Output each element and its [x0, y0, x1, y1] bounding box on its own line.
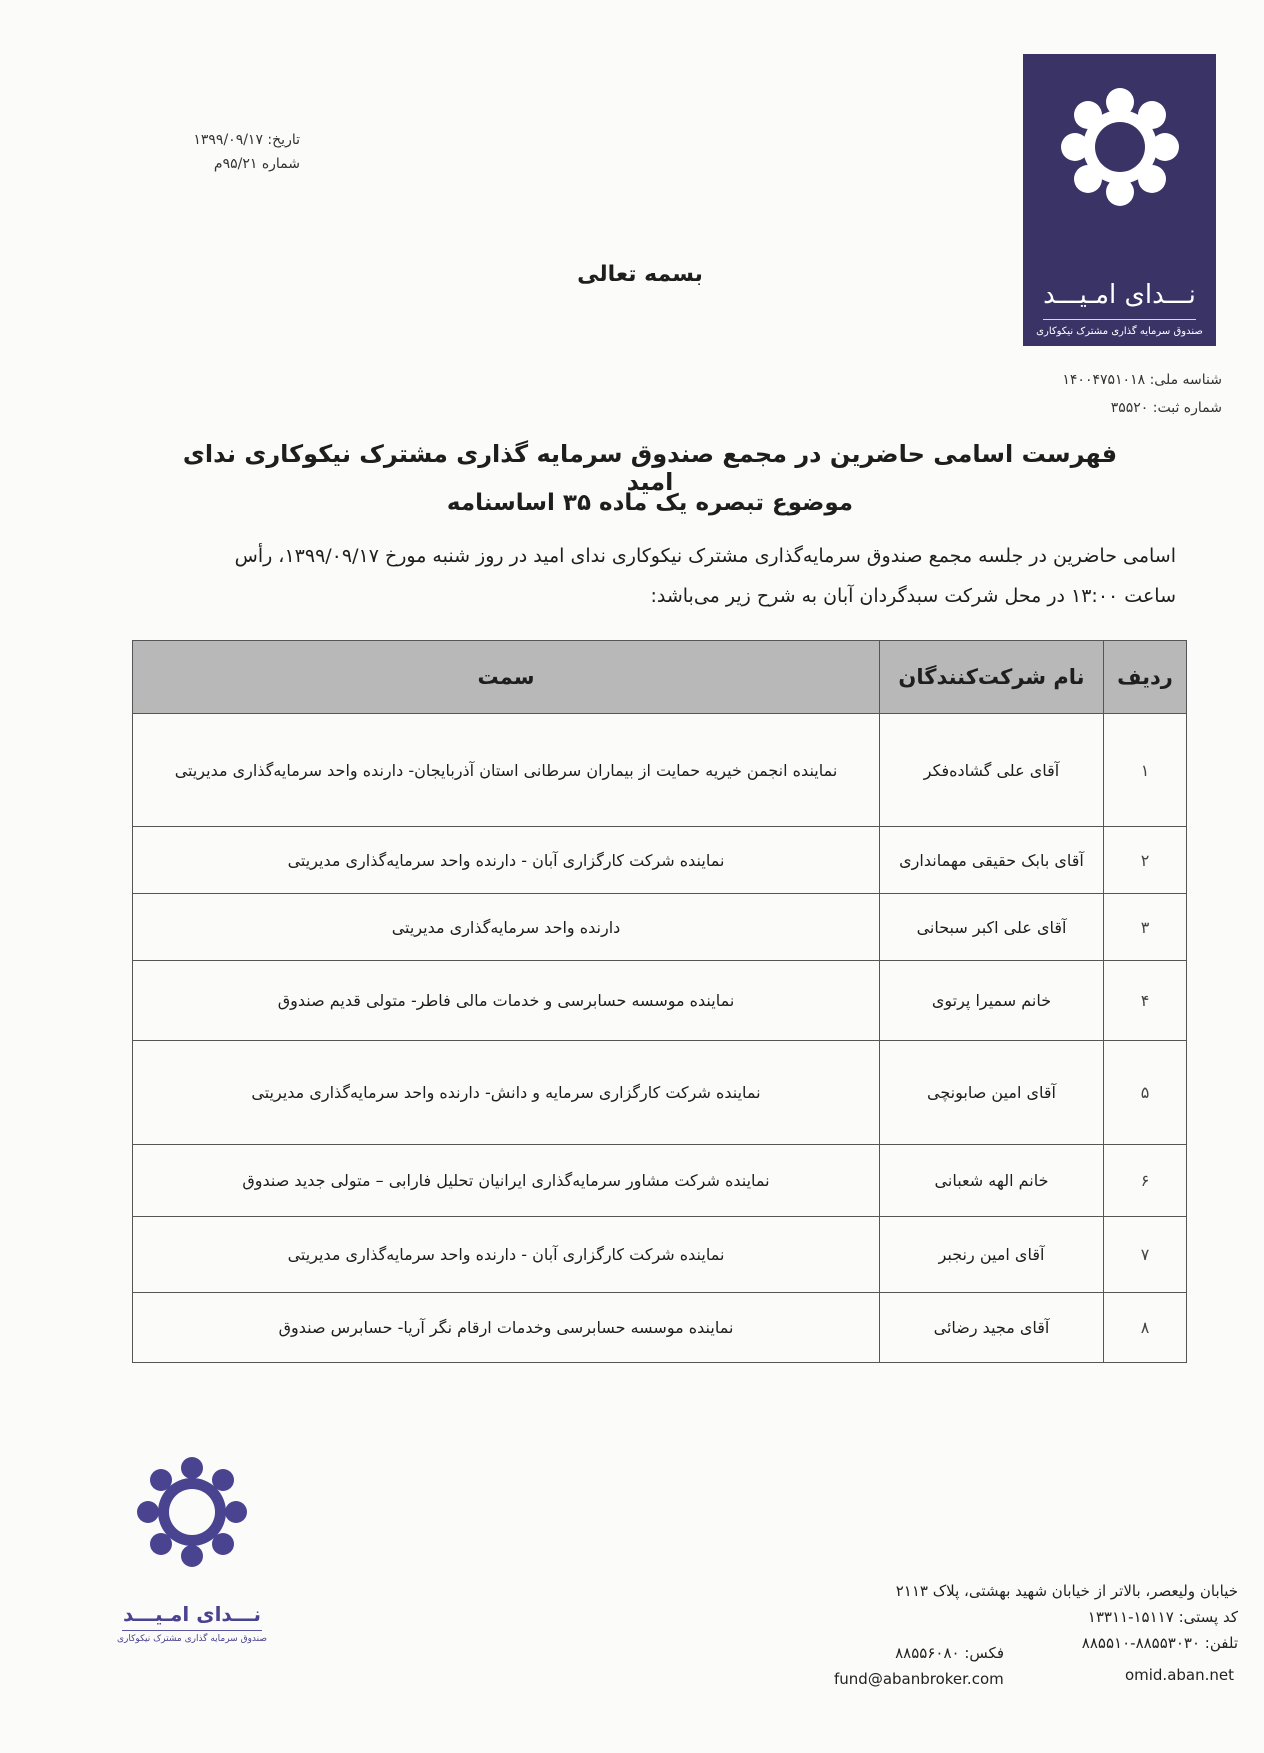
row-number: ۳	[1104, 894, 1187, 961]
registration-info	[960, 366, 1222, 422]
phone-value: ۸۸۵۵۳۰۳۰-۸۸۵۵۱۰	[1081, 1634, 1201, 1652]
attendee-name: آقای بابک حقیقی مهمانداری	[880, 827, 1104, 894]
letter-number-value: ۹۵/۲۱م	[213, 156, 258, 172]
logo-footer	[112, 1450, 272, 1660]
date-value: ۱۳۹۹/۰۹/۱۷	[193, 132, 263, 148]
header-name: نام شرکت‌کنندگان	[880, 641, 1104, 714]
logo-subtitle: صندوق سرمایه گذاری مشترک نیکوکاری	[1036, 326, 1203, 337]
postal-value: ۱۵۱۱۷-۱۳۳۱۱	[1087, 1608, 1174, 1626]
table-row	[133, 894, 1187, 961]
table-row	[133, 961, 1187, 1041]
phone-label: تلفن:	[1204, 1634, 1238, 1652]
footer-website[interactable]: omid.aban.net	[1124, 1666, 1234, 1684]
row-number: ۷	[1104, 1217, 1187, 1293]
charity-circle-logo-icon	[1045, 76, 1195, 271]
attendee-role: دارنده واحد سرمایه‌گذاری مدیریتی	[133, 894, 880, 961]
header-role: سمت	[133, 641, 880, 714]
registration-number-label: شماره ثبت:	[1152, 400, 1222, 416]
table-header-row	[133, 641, 1187, 714]
table-row	[133, 1293, 1187, 1363]
row-number: ۸	[1104, 1293, 1187, 1363]
attendee-name: خانم الهه شعبانی	[880, 1145, 1104, 1217]
logo-divider	[1043, 319, 1196, 320]
table-row	[133, 1041, 1187, 1145]
document-title: فهرست اسامی حاضرین در مجمع صندوق سرمایه گذاری مشترک نیکوکاری ندای امید	[182, 440, 1118, 496]
attendee-role: نماینده انجمن خیریه حمایت از بیماران سرطانی استان آذربایجان- دارنده واحد سرمایه‌گذاری مدیریتی	[133, 714, 880, 827]
letter-number-line	[150, 152, 300, 176]
national-id-value: ۱۴۰۰۴۷۵۱۰۱۸	[1062, 372, 1146, 388]
footer-postal-line	[820, 1604, 1238, 1630]
table-row	[133, 827, 1187, 894]
attendee-name: آقای علی اکبر سبحانی	[880, 894, 1104, 961]
header-row-number: ردیف	[1104, 641, 1187, 714]
footer-logo-divider	[122, 1630, 262, 1631]
footer-fax-line	[834, 1644, 1004, 1662]
logo-name: نـــدای امـیـــد	[1043, 280, 1196, 310]
attendee-role: نماینده شرکت مشاور سرمایه‌گذاری ایرانیان تحلیل فارابی – متولی جدید صندوق	[133, 1145, 880, 1217]
intro-line-2: ساعت ۱۳:۰۰ در محل شرکت سبدگردان آبان به شرح زیر می‌باشد:	[650, 585, 1176, 607]
footer-email[interactable]: fund@abanbroker.com	[834, 1670, 1004, 1688]
intro-line-1: اسامی حاضرین در جلسه مجمع صندوق سرمایه‌گذاری مشترک نیکوکاری ندای امید در روز شنبه مورخ ۱۳۹۹/۰۹/۱۷، رأس	[234, 545, 1176, 567]
date-label: تاریخ:	[267, 132, 300, 148]
footer-address: خیابان ولیعصر، بالاتر از خیابان شهید بهشتی، پلاک ۲۱۱۳	[895, 1582, 1238, 1600]
charity-circle-logo-icon	[112, 1450, 272, 1600]
postal-label: کد پستی:	[1178, 1608, 1238, 1626]
intro-paragraph	[128, 536, 1176, 616]
attendee-role: نماینده شرکت کارگزاری آبان - دارنده واحد سرمایه‌گذاری مدیریتی	[133, 827, 880, 894]
attendees-table	[132, 640, 1187, 1363]
attendee-name: آقای امین صابونچی	[880, 1041, 1104, 1145]
row-number: ۲	[1104, 827, 1187, 894]
table-row	[133, 1217, 1187, 1293]
footer-logo-subtitle: صندوق سرمایه گذاری مشترک نیکوکاری	[117, 1634, 267, 1644]
fax-value: ۸۸۵۵۶۰۸۰	[895, 1644, 960, 1662]
row-number: ۴	[1104, 961, 1187, 1041]
attendee-role: نماینده موسسه حسابرسی وخدمات ارقام نگر آریا- حسابرس صندوق	[133, 1293, 880, 1363]
national-id-label: شناسه ملی:	[1149, 372, 1222, 388]
row-number: ۶	[1104, 1145, 1187, 1217]
attendee-role: نماینده موسسه حسابرسی و خدمات مالی فاطر- متولی قدیم صندوق	[133, 961, 880, 1041]
bismillah-heading: بسمه تعالی	[577, 262, 703, 287]
logo-header	[1023, 54, 1216, 346]
table-row	[133, 714, 1187, 827]
document-meta	[150, 128, 300, 176]
attendee-name: خانم سمیرا پرتوی	[880, 961, 1104, 1041]
attendee-role: نماینده شرکت کارگزاری سرمایه و دانش- دارنده واحد سرمایه‌گذاری مدیریتی	[133, 1041, 880, 1145]
fax-label: فکس:	[964, 1644, 1004, 1662]
table-row	[133, 1145, 1187, 1217]
attendee-name: آقای علی گشاده‌فکر	[880, 714, 1104, 827]
letter-number-label: شماره	[261, 156, 300, 172]
attendee-name: آقای مجید رضائی	[880, 1293, 1104, 1363]
registration-number-value: ۳۵۵۲۰	[1110, 400, 1149, 416]
footer-logo-name: نـــدای امـیـــد	[122, 1602, 262, 1626]
attendee-role: نماینده شرکت کارگزاری آبان - دارنده واحد سرمایه‌گذاری مدیریتی	[133, 1217, 880, 1293]
attendee-name: آقای امین رنجبر	[880, 1217, 1104, 1293]
row-number: ۱	[1104, 714, 1187, 827]
date-line	[150, 128, 300, 152]
registration-number-line	[960, 394, 1222, 422]
document-subtitle: موضوع تبصره یک ماده ۳۵ اساسنامه	[446, 490, 854, 516]
row-number: ۵	[1104, 1041, 1187, 1145]
national-id-line	[960, 366, 1222, 394]
